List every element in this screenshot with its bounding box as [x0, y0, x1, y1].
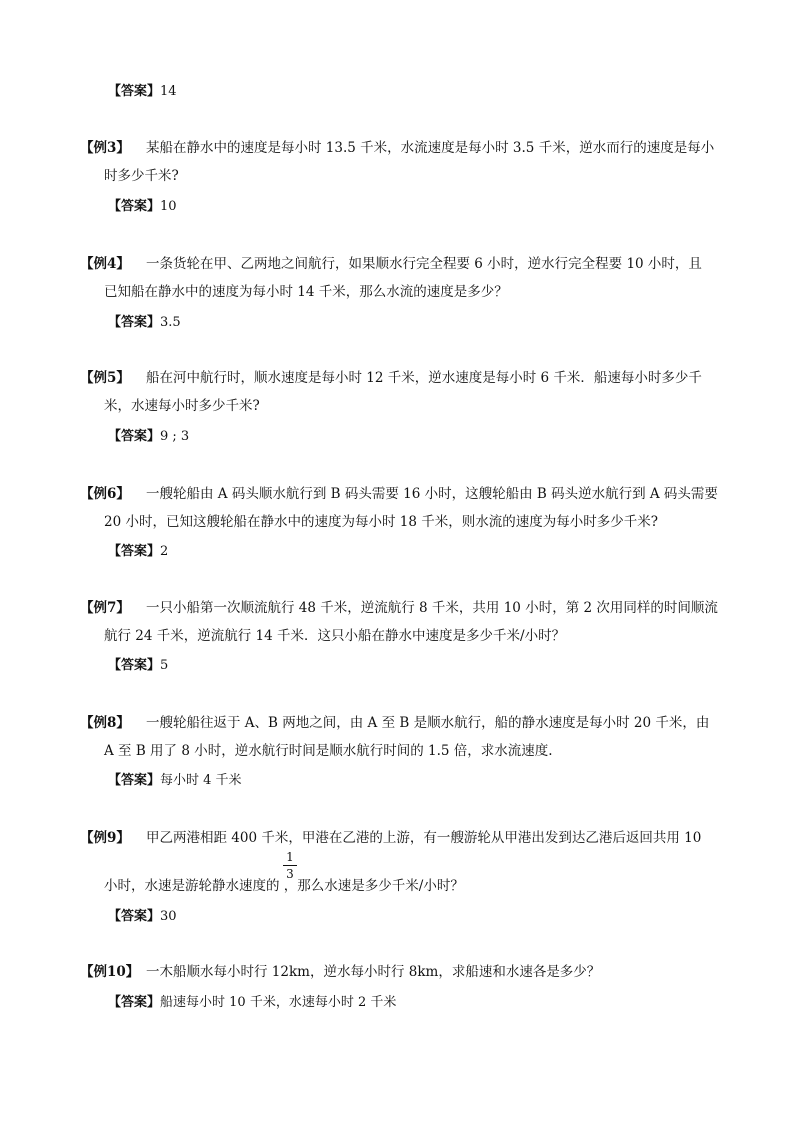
answer-value: 14 [160, 84, 177, 99]
answer-value: 每小时 4 千米 [160, 773, 242, 788]
answer-line [108, 311, 181, 330]
question-text-cont: 小时，水速是游轮静水速度的 ，那么水速是多少千米/小时？ [104, 878, 464, 894]
answer-line [108, 905, 177, 924]
question-text: 船在河中航行时，顺水速度是每小时 12 千米，逆水速度是每小时 6 千米．船速每小时多少千 [146, 370, 702, 386]
answer-value: 3.5 [160, 315, 181, 330]
answer-tag: 【答案】 [108, 658, 161, 673]
answer-value: 2 [160, 544, 169, 559]
answer-value: 5 [160, 658, 169, 673]
answer-tag: 【答案】 [108, 84, 161, 99]
answer-line [108, 80, 177, 99]
answer-tag: 【答案】 [108, 429, 161, 444]
question-text-cont: 已知船在静水中的速度为每小时 14 千米，那么水流的速度是多少？ [104, 284, 508, 300]
example-label: 【例9】 [80, 830, 130, 846]
answer-value: 船速每小时 10 千米，水速每小时 2 千米 [160, 995, 397, 1010]
example-label: 【例5】 [80, 370, 130, 386]
answer-tag: 【答案】 [108, 315, 161, 330]
fraction-denominator: 3 [286, 867, 294, 881]
answer-line [108, 769, 242, 788]
answer-line [108, 195, 177, 214]
answer-tag: 【答案】 [108, 995, 161, 1010]
question-text: 一木船顺水每小时行 12km，逆水每小时行 8km，求船速和水速各是多少？ [146, 964, 601, 980]
answer-tag: 【答案】 [108, 773, 161, 788]
example-label: 【例6】 [80, 486, 130, 502]
question-text: 甲乙两港相距 400 千米，甲港在乙港的上游，有一艘游轮从甲港出发到达乙港后返回共用 10 [146, 830, 702, 846]
question-text: 一艘轮船由 A 码头顺水航行到 B 码头需要 16 小时，这艘轮船由 B 码头逆水航行到 A 码头需要 [146, 486, 718, 502]
question-text-cont: 航行 24 千米，逆流航行 14 千米．这只小船在静水中速度是多少千米/小时？ [104, 628, 566, 644]
answer-line [108, 540, 168, 559]
example-label: 【例3】 [80, 140, 130, 156]
answer-tag: 【答案】 [108, 909, 161, 924]
answer-tag: 【答案】 [108, 199, 161, 214]
answer-line [108, 654, 168, 673]
answer-line [108, 991, 396, 1010]
question-text-cont: 20 小时，已知这艘轮船在静水中的速度为每小时 18 千米，则水流的速度为每小时多少千米? [104, 514, 658, 530]
example-label: 【例8】 [80, 715, 130, 731]
answer-value: 30 [160, 909, 177, 924]
question-text: 某船在静水中的速度是每小时 13.5 千米，水流速度是每小时 3.5 千米，逆水而行的速度是每小 [146, 140, 715, 156]
fraction-one-third [283, 850, 297, 881]
fraction-bar [283, 865, 297, 866]
answer-value: 10 [160, 199, 177, 214]
question-text-cont: 时多少千米? [104, 168, 179, 184]
answer-tag: 【答案】 [108, 544, 161, 559]
question-text: 一条货轮在甲、乙两地之间航行，如果顺水行完全程要 6 小时，逆水行完全程要 10 小时，且 [146, 256, 702, 272]
answer-line [108, 425, 189, 444]
example-label: 【例10】 [80, 964, 140, 980]
answer-value: 9 ; 3 [160, 429, 190, 444]
question-text: 一只小船第一次顺流航行 48 千米，逆流航行 8 千米，共用 10 小时，第 2 次用同样的时间顺流 [146, 600, 718, 616]
example-label: 【例7】 [80, 600, 130, 616]
example-label: 【例4】 [80, 256, 130, 272]
fraction-numerator: 1 [286, 850, 294, 864]
question-text-cont: A 至 B 用了 8 小时，逆水航行时间是顺水航行时间的 1.5 倍，求水流速度. [104, 743, 553, 759]
question-text: 一艘轮船往返于 A、B 两地之间，由 A 至 B 是顺水航行，船的静水速度是每小时 20 千米，由 [146, 715, 710, 731]
question-text-cont: 米，水速每小时多少千米? [104, 398, 260, 414]
